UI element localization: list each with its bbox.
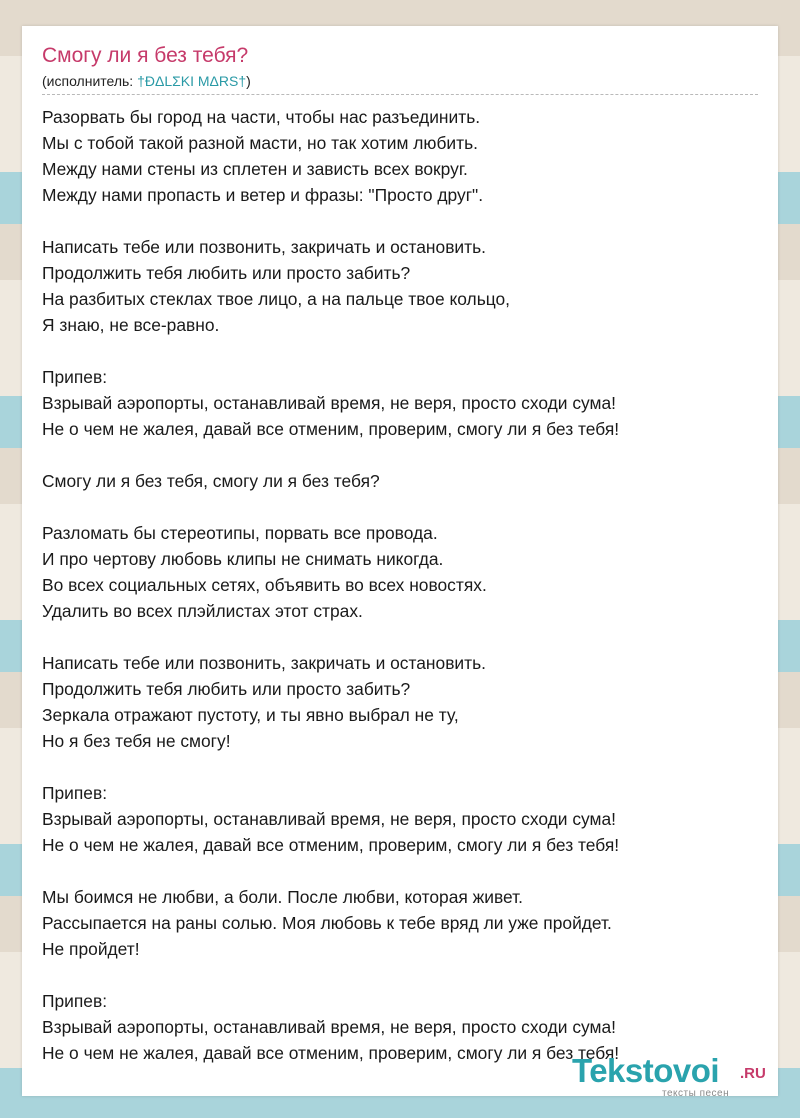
- lyrics-line: Не о чем не жалея, давай все отменим, проверим, смогу ли я без тебя!: [42, 1043, 620, 1063]
- lyrics-line: Припев:: [42, 991, 108, 1011]
- lyrics-stanza: [42, 234, 768, 338]
- lyrics-line: Разорвать бы город на части, чтобы нас разъединить.: [42, 107, 481, 127]
- lyrics-line: Разломать бы стереотипы, порвать все провода.: [42, 523, 438, 543]
- lyrics-text: [42, 104, 768, 1092]
- site-logo[interactable]: [572, 1052, 772, 1102]
- lyrics-line: Не о чем не жалея, давай все отменим, проверим, смогу ли я без тебя!: [42, 419, 620, 439]
- logo-domain: .RU: [740, 1065, 766, 1082]
- artist-line: [42, 72, 251, 90]
- lyrics-line: Во всех социальных сетях, объявить во всех новостях.: [42, 575, 487, 595]
- lyrics-line: Зеркала отражают пустоту, и ты явно выбрал не ту,: [42, 705, 459, 725]
- logo-tagline: тексты песен: [662, 1088, 730, 1099]
- lyrics-line: И про чертову любовь клипы не снимать никогда.: [42, 549, 444, 569]
- lyrics-line: Написать тебе или позвонить, закричать и остановить.: [42, 653, 487, 673]
- lyrics-stanza: [42, 520, 768, 624]
- lyrics-line: Продолжить тебя любить или просто забить?: [42, 679, 411, 699]
- lyrics-stanza: [42, 780, 768, 858]
- lyrics-stanza: [42, 364, 768, 442]
- artist-link[interactable]: †ÐΔLΣKI MΔRS†: [137, 73, 247, 89]
- lyrics-line: Я знаю, не все-равно.: [42, 315, 220, 335]
- lyrics-line: Не пройдет!: [42, 939, 140, 959]
- lyrics-line: Мы с тобой такой разной масти, но так хотим любить.: [42, 133, 479, 153]
- lyrics-line: Смогу ли я без тебя, смогу ли я без тебя?: [42, 471, 380, 491]
- lyrics-line: Удалить во всех плэйлистах этот страх.: [42, 601, 363, 621]
- artist-suffix: ): [246, 73, 251, 89]
- lyrics-line: Написать тебе или позвонить, закричать и остановить.: [42, 237, 487, 257]
- lyrics-stanza: [42, 468, 768, 494]
- lyrics-line: Взрывай аэропорты, останавливай время, не веря, просто сходи сума!: [42, 809, 617, 829]
- logo-wordmark: Tekstovoi: [572, 1052, 720, 1089]
- lyrics-line: Взрывай аэропорты, останавливай время, не веря, просто сходи сума!: [42, 1017, 617, 1037]
- lyrics-line: Продолжить тебя любить или просто забить?: [42, 263, 411, 283]
- lyrics-line: Но я без тебя не смогу!: [42, 731, 231, 751]
- lyrics-line: Припев:: [42, 367, 108, 387]
- lyrics-line: Не о чем не жалея, давай все отменим, проверим, смогу ли я без тебя!: [42, 835, 620, 855]
- lyrics-stanza: [42, 884, 768, 962]
- lyrics-stanza: [42, 104, 768, 208]
- artist-prefix: (исполнитель:: [42, 73, 138, 89]
- lyrics-line: Между нами стены из сплетен и зависть всех вокруг.: [42, 159, 468, 179]
- lyrics-line: На разбитых стеклах твое лицо, а на пальце твое кольцо,: [42, 289, 511, 309]
- lyrics-line: Припев:: [42, 783, 108, 803]
- lyrics-line: Взрывай аэропорты, останавливай время, не веря, просто сходи сума!: [42, 393, 617, 413]
- song-title: Смогу ли я без тебя?: [42, 44, 249, 67]
- lyrics-card: [22, 26, 778, 1096]
- lyrics-line: Рассыпается на раны солью. Моя любовь к тебе вряд ли уже пройдет.: [42, 913, 612, 933]
- lyrics-line: Между нами пропасть и ветер и фразы: "Просто друг".: [42, 185, 484, 205]
- lyrics-line: Мы боимся не любви, а боли. После любви, которая живет.: [42, 887, 523, 907]
- lyrics-stanza: [42, 650, 768, 754]
- header-divider: [42, 94, 758, 95]
